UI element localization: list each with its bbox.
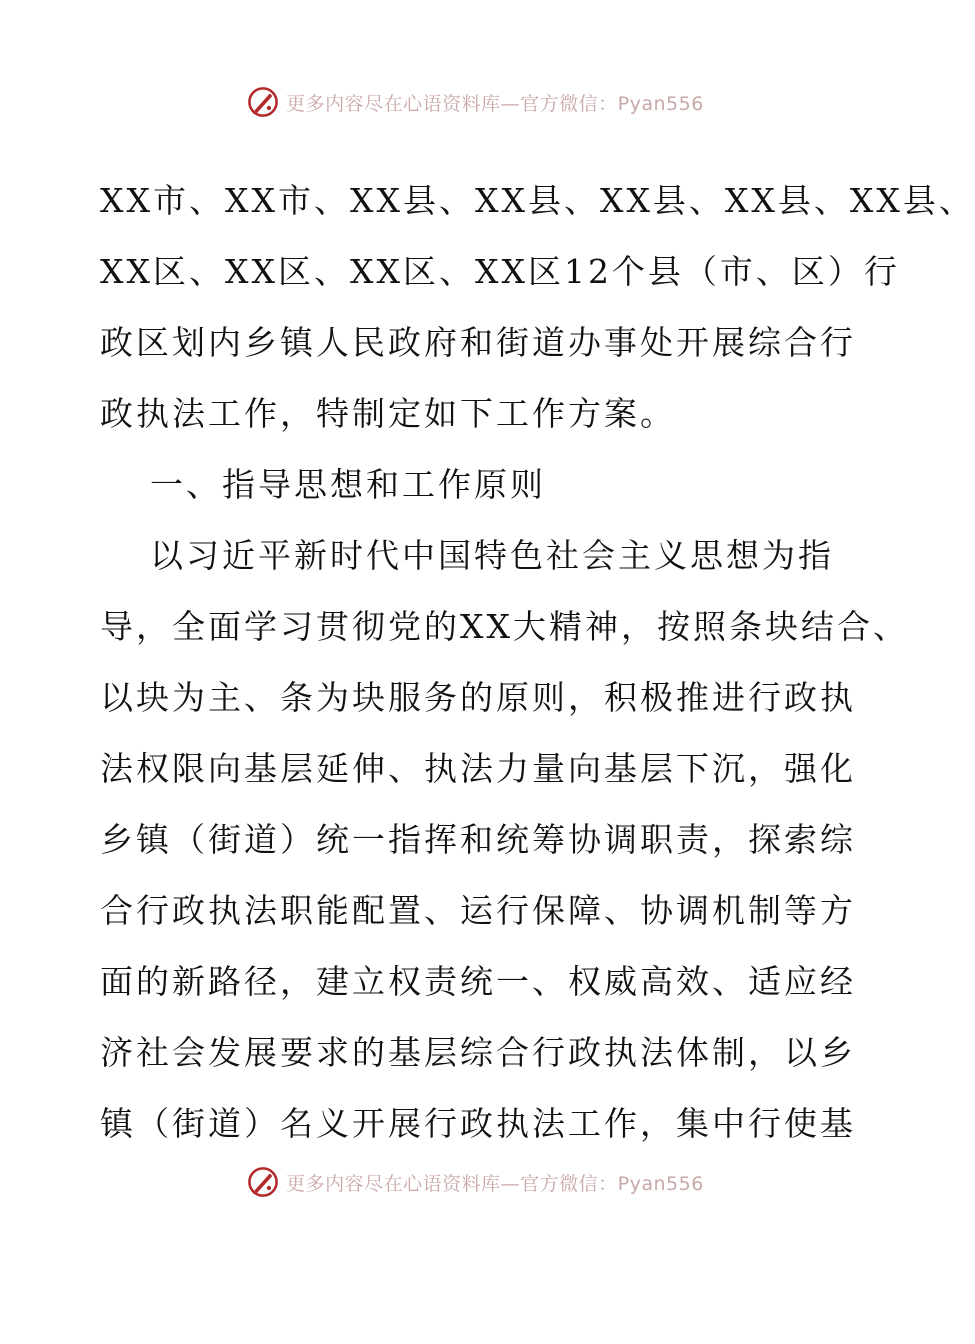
pen-nib-logo-icon bbox=[246, 85, 280, 119]
text-line: 政区划内乡镇人民政府和街道办事处开展综合行 bbox=[100, 323, 856, 362]
header-watermark bbox=[0, 80, 950, 124]
text-line: 镇（街道）名义开展行政执法工作，集中行使基 bbox=[100, 1104, 856, 1143]
wechat-id: Pyan556 bbox=[617, 1172, 704, 1195]
text-line: 合行政执法职能配置、运行保障、协调机制等方 bbox=[100, 891, 856, 930]
pen-nib-logo-icon bbox=[246, 1165, 280, 1199]
text-line: XX市、XX市、XX县、XX县、XX县、XX县、XX县、 bbox=[100, 181, 975, 220]
section-heading: 一、指导思想和工作原则 bbox=[150, 465, 546, 504]
text-line: XX区、XX区、XX区、XX区12个县（市、区）行 bbox=[100, 252, 900, 291]
wechat-id: Pyan556 bbox=[617, 92, 704, 115]
text-line: 导，全面学习贯彻党的XX大精神，按照条块结合、 bbox=[100, 607, 909, 646]
text-line: 济社会发展要求的基层综合行政执法体制，以乡 bbox=[100, 1033, 856, 1072]
text-line: 乡镇（街道）统一指挥和统筹协调职责，探索综 bbox=[100, 820, 856, 859]
document-body bbox=[100, 165, 975, 1159]
watermark-text: 更多内容尽在心语资料库—官方微信：Pyan556 bbox=[286, 1172, 704, 1195]
text-line: 以块为主、条为块服务的原则，积极推进行政执 bbox=[100, 678, 856, 717]
text-line: 面的新路径，建立权责统一、权威高效、适应经 bbox=[100, 962, 856, 1001]
text-line: 政执法工作，特制定如下工作方案。 bbox=[100, 394, 676, 433]
footer-watermark bbox=[0, 1160, 950, 1204]
text-line: 以习近平新时代中国特色社会主义思想为指 bbox=[150, 536, 834, 575]
text-line: 法权限向基层延伸、执法力量向基层下沉，强化 bbox=[100, 749, 856, 788]
watermark-text: 更多内容尽在心语资料库—官方微信：Pyan556 bbox=[286, 92, 704, 115]
